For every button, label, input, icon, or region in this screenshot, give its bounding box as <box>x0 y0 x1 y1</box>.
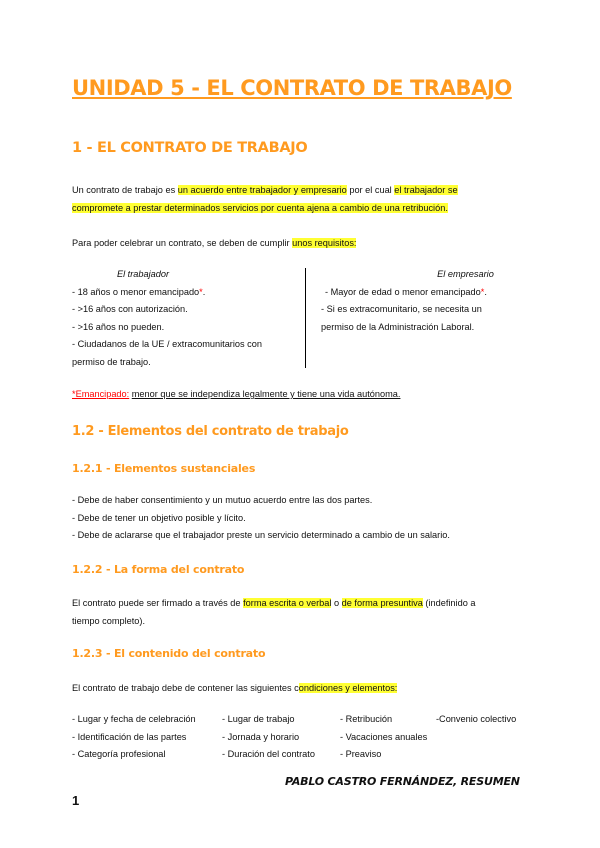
forma-text-f: tiempo completo). <box>72 616 146 626</box>
intro-text-a: Un contrato de trabajo es <box>72 185 178 195</box>
column-divider <box>305 268 306 368</box>
section-1-2-heading: 1.2 - Elementos del contrato de trabajo <box>72 424 349 439</box>
sustanciales-list <box>72 492 450 545</box>
list-item: - Lugar de trabajo <box>222 714 295 724</box>
trabajador-column <box>72 266 294 372</box>
list-item: - Duración del contrato <box>222 749 315 759</box>
trabajador-line-2: - >16 años con autorización. <box>72 304 188 315</box>
section-1-2-2-heading: 1.2.2 - La forma del contrato <box>72 563 245 576</box>
note-text: menor que se independiza legalmente y tiene una vida autónoma. <box>131 389 401 399</box>
empresario-heading: El empresario <box>437 269 494 279</box>
empresario-line-3: permiso de la Administración Laboral. <box>321 321 475 332</box>
forma-paragraph <box>72 594 475 630</box>
trabajador-line-4: - Ciudadanos de la UE / extracomunitarios con <box>72 339 262 350</box>
forma-text-c: o <box>331 598 342 608</box>
list-item: - Lugar y fecha de celebración <box>72 714 196 724</box>
requirements-highlight: unos requisitos: <box>292 238 357 248</box>
requirements-text: Para poder celebrar un contrato, se deben de cumplir <box>72 238 293 248</box>
page-number: 1 <box>72 793 80 808</box>
empresario-column <box>318 266 543 336</box>
trabajador-line-1: - 18 años o menor emancipado*. <box>72 286 206 297</box>
intro-paragraph <box>72 181 458 217</box>
trabajador-line-5: permiso de trabajo. <box>72 356 151 367</box>
note-label: *Emancipado: <box>72 389 130 399</box>
section-1-heading: 1 - EL CONTRATO DE TRABAJO <box>72 140 308 156</box>
list-item: - Retribución <box>340 714 393 724</box>
intro-highlight-2: el trabajador se <box>394 185 458 195</box>
empresario-line-1: - Mayor de edad o menor emancipado*. <box>325 286 487 297</box>
list-item: - Jornada y horario <box>222 732 300 742</box>
forma-highlight-2: de forma presuntiva <box>341 598 423 608</box>
sustanciales-item-3: - Debe de aclararse que el trabajador preste un servicio determinado a cambio de un salario. <box>72 530 450 540</box>
footer-author: PABLO CASTRO FERNÁNDEZ, RESUMEN <box>285 775 520 788</box>
emancipado-note <box>72 389 400 399</box>
forma-text-e: (indefinido a <box>422 598 476 608</box>
sustanciales-item-1: - Debe de haber consentimiento y un mutuo acuerdo entre las dos partes. <box>72 495 373 505</box>
contenido-paragraph <box>72 679 397 697</box>
trabajador-line-3: - >16 años no pueden. <box>72 321 165 332</box>
forma-text-a: El contrato puede ser firmado a través de <box>72 598 244 608</box>
forma-highlight-1: forma escrita o verbal <box>243 598 332 608</box>
intro-highlight-3: compromete a prestar determinados servicios por cuenta ajena a cambio de una retribución. <box>72 203 448 213</box>
list-item: - Preaviso <box>340 749 382 759</box>
requirements-paragraph <box>72 234 356 252</box>
list-item: - Categoría profesional <box>72 749 166 759</box>
list-item: - Identificación de las partes <box>72 732 187 742</box>
contenido-text: El contrato de trabajo debe de contener las siguientes c <box>72 683 299 693</box>
empresario-line-2: - Si es extracomunitario, se necesita un <box>321 304 482 315</box>
page-title: UNIDAD 5 - EL CONTRATO DE TRABAJO <box>72 76 512 100</box>
trabajador-heading: El trabajador <box>116 269 170 279</box>
section-1-2-3-heading: 1.2.3 - El contenido del contrato <box>72 647 266 660</box>
intro-text-c: por el cual <box>346 185 395 195</box>
sustanciales-item-2: - Debe de tener un objetivo posible y lícito. <box>72 512 246 523</box>
list-item: -Convenio colectivo <box>436 714 517 724</box>
list-item: - Vacaciones anuales <box>340 732 428 742</box>
section-1-2-1-heading: 1.2.1 - Elementos sustanciales <box>72 462 256 475</box>
contenido-highlight: ondiciones y elementos: <box>298 683 398 693</box>
intro-highlight-1: un acuerdo entre trabajador y empresario <box>177 185 347 195</box>
